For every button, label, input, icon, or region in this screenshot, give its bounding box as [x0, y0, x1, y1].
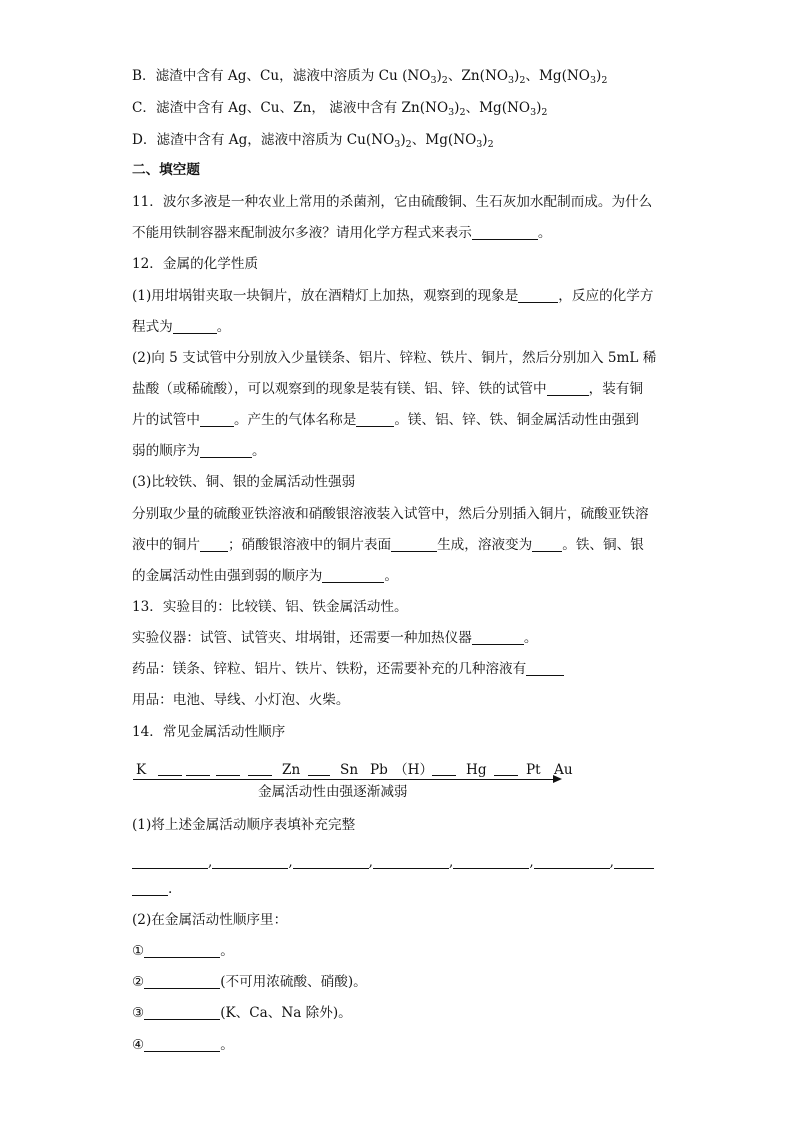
- series-blank[interactable]: [494, 775, 518, 776]
- answer-blank[interactable]: [293, 854, 369, 869]
- q14-item2: ② (不可用浓硫酸、硝酸)。: [132, 974, 367, 990]
- answer-blank[interactable]: [144, 943, 220, 958]
- answer-blank[interactable]: [144, 1037, 220, 1052]
- q14-title: 14．常见金属活动性顺序: [132, 724, 286, 740]
- q14-item4: ④ 。: [132, 1037, 234, 1053]
- answer-blank[interactable]: [173, 319, 217, 334]
- section-heading: 二、填空题: [132, 162, 200, 178]
- series-metal: Hg: [466, 762, 487, 778]
- answer-blank[interactable]: [526, 661, 564, 676]
- answer-blank[interactable]: [472, 630, 524, 645]
- q12-p2-line2: 盐酸（或稀硫酸），可以观察到的现象是装有镁、铝、锌、铁的试管中 ，装有铜: [132, 381, 643, 397]
- arrow-caption: 金属活动性由强逐渐减弱: [258, 784, 408, 800]
- series-metal: Au: [554, 762, 573, 778]
- answer-blank[interactable]: [518, 288, 558, 303]
- answer-blank[interactable]: [614, 854, 654, 869]
- answer-blank[interactable]: [144, 974, 220, 989]
- q14-p1-blanks-end: .: [132, 879, 172, 899]
- answer-blank[interactable]: [132, 881, 168, 896]
- answer-blank[interactable]: [472, 225, 538, 240]
- q14-p1: (1)将上述金属活动顺序表填补充完整: [132, 817, 356, 833]
- answer-blank[interactable]: [547, 381, 589, 396]
- answer-blank[interactable]: [322, 568, 384, 583]
- answer-blank[interactable]: [356, 412, 394, 427]
- q12-p2-line3: 片的试管中 。产生的气体名称是 。镁、铝、锌、铁、铜金属活动性由强到: [132, 412, 639, 428]
- q12-p2-line1: (2)向 5 支试管中分别放入少量镁条、铝片、锌粒、铁片、铜片，然后分别加入 5mL 稀: [132, 350, 657, 366]
- series-blank[interactable]: [248, 775, 272, 776]
- series-metal: Sn: [340, 762, 359, 778]
- answer-blank[interactable]: [200, 537, 228, 552]
- q12-p1-line1: (1)用坩埚钳夹取一块铜片，放在酒精灯上加热，观察到的现象是 ，反应的化学方: [132, 288, 654, 304]
- series-blank[interactable]: [432, 775, 456, 776]
- q12-p3-line3: 的金属活动性由强到弱的顺序为 。: [132, 568, 398, 584]
- answer-blank[interactable]: [212, 854, 288, 869]
- answer-blank[interactable]: [534, 854, 610, 869]
- option-c: C．滤渣中含有 Ag、Cu、Zn， 滤液中含有 $Zn(NO_3)_2$、$Mg(NO_3)_2$: [132, 100, 548, 118]
- answer-blank[interactable]: [532, 537, 562, 552]
- q12-title: 12．金属的化学性质: [132, 256, 259, 272]
- q11-line2: 不能用铁制容器来配制波尔多液？请用化学方程式来表示 。: [132, 225, 552, 241]
- series-blank[interactable]: [158, 775, 182, 776]
- answer-blank[interactable]: [200, 412, 234, 427]
- q12-p3-line1: 分别取少量的硫酸亚铁溶液和硝酸银溶液装入试管中，然后分别插入铜片，硫酸亚铁溶: [132, 506, 649, 522]
- q13-instruments: 实验仪器：试管、试管夹、坩埚钳，还需要一种加热仪器 。: [132, 630, 538, 646]
- answer-blank[interactable]: [391, 537, 437, 552]
- q12-p3-line2: 液中的铜片 ；硝酸银溶液中的铜片表面 生成，溶液变为 。铁、铜、银: [132, 537, 644, 553]
- series-metal: K: [136, 762, 147, 778]
- activity-arrow: [133, 779, 555, 780]
- answer-blank[interactable]: [132, 854, 208, 869]
- q13-supplies: 用品：电池、导线、小灯泡、火柴。: [132, 692, 350, 708]
- answer-blank[interactable]: [373, 854, 449, 869]
- answer-blank[interactable]: [200, 443, 252, 458]
- series-metal: Pb: [370, 762, 388, 778]
- q13-reagents: 药品：镁条、锌粒、铝片、铁片、铁粉，还需要补充的几种溶液有: [132, 659, 564, 679]
- q12-p2-line4: 弱的顺序为 。: [132, 443, 266, 459]
- q12-p1-line2: 程式为 。: [132, 319, 231, 335]
- answer-blank[interactable]: [453, 854, 529, 869]
- q12-p3-title: (3)比较铁、铜、银的金属活动性强弱: [132, 474, 356, 490]
- q14-p1-blanks: , , , , , ,: [132, 852, 654, 872]
- series-blank[interactable]: [186, 775, 210, 776]
- option-b: B．滤渣中含有 Ag、Cu，滤液中溶质为 Cu $(NO_3)_2$、$Zn(NO_3)_2$、$Mg(NO_3)_2$: [132, 68, 608, 86]
- q11-line1: 11．波尔多液是一种农业上常用的杀菌剂，它由硫酸铜、生石灰加水配制而成。为什么: [132, 194, 653, 210]
- series-blank[interactable]: [308, 775, 330, 776]
- series-blank[interactable]: [216, 775, 240, 776]
- series-metal: Zn: [282, 762, 301, 778]
- series-metal: Pt: [526, 762, 541, 778]
- arrow-head-icon: [553, 775, 562, 783]
- series-metal: （H）: [394, 762, 434, 778]
- option-d: D．滤渣中含有 Ag，滤液中溶质为 $Cu(NO_3)_2$、$Mg(NO_3)_2$: [132, 132, 494, 150]
- q14-p2: (2)在金属活动性顺序里：: [132, 912, 288, 928]
- activity-series: [136, 760, 586, 780]
- q14-item3: ③ (K、Ca、Na 除外)。: [132, 1005, 352, 1021]
- q14-item1: ① 。: [132, 943, 234, 959]
- answer-blank[interactable]: [144, 1005, 220, 1020]
- q13-title: 13．实验目的：比较镁、铝、铁金属活动性。: [132, 599, 408, 615]
